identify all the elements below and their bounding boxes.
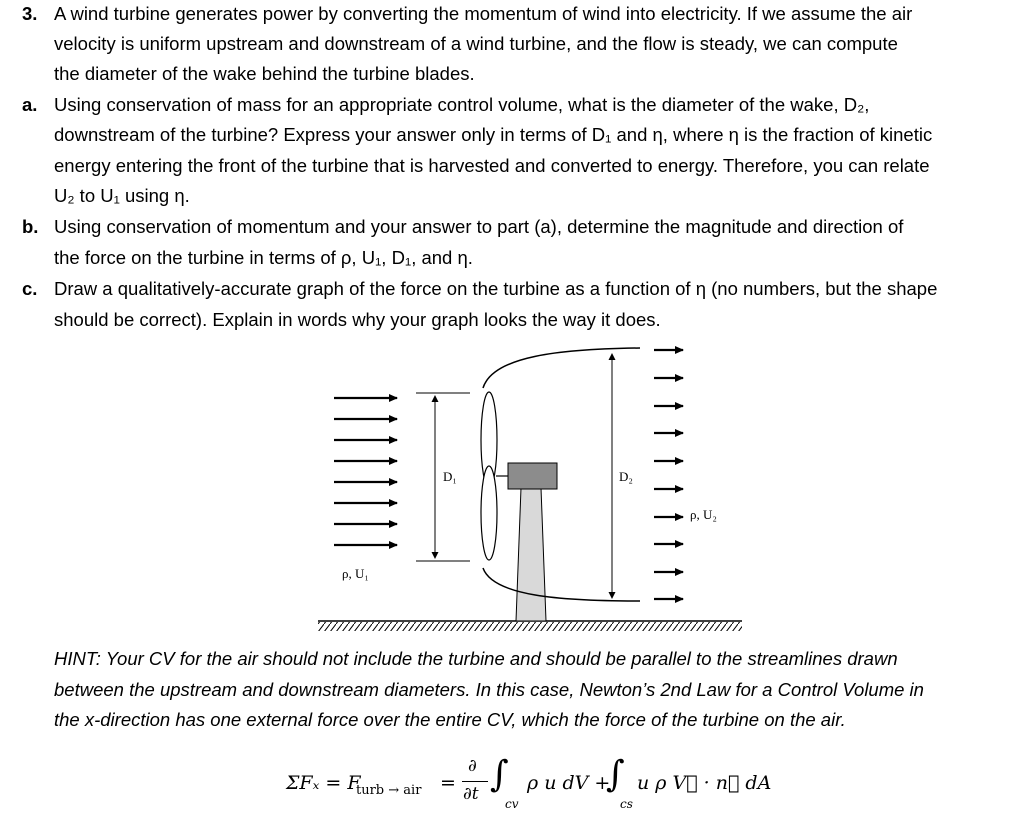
equation-lhs-subscript: turb → air [356,783,422,798]
part-a-line-3: energy entering the front of the turbine that is harvested and converted to energy. Therefore, you can relate [54,155,930,176]
hint-line-2: between the upstream and downstream diameters. In this case, Newton’s 2nd Law for a Control Volume in [54,679,924,700]
upstream-label: ρ, U₁ [342,566,369,581]
part-b-line-2: the force on the turbine in terms of ρ, U₁, D₁, and η. [54,247,473,268]
integrand-cs: u ρ V⃗ · n⃗ dA [637,772,772,794]
turbine-blade-lower [481,466,497,560]
turbine-nacelle [508,463,557,489]
intro-line-3: the diameter of the wake behind the turbine blades. [54,63,475,84]
part-a-line-2: downstream of the turbine? Express your answer only in terms of D₁ and η, where η is the fraction of kinetic [54,124,933,145]
integral-sign-cs: ∫ [606,754,625,795]
lower-streamline [483,568,640,601]
integral-subscript-cv: cv [505,797,519,811]
intro-line-1: A wind turbine generates power by converting the momentum of wind into electricity. If we assume the air [54,3,913,24]
integral-subscript-cs: cs [620,797,633,811]
partial-numerator: ∂ [468,756,477,776]
upstream-velocity-arrows [334,398,397,545]
d2-label: D₂ [619,469,633,484]
ground-hatching [318,621,742,631]
part-c-line-2: should be correct). Explain in words why your graph looks the way it does. [54,309,661,330]
part-b-line-1: Using conservation of momentum and your answer to part (a), determine the magnitude and direction of [54,216,904,237]
upper-streamline [483,348,640,388]
wind-turbine-diagram [0,330,1024,640]
partial-denominator: ∂t [463,784,479,804]
problem-number: 3. [22,3,38,24]
downstream-velocity-arrows [654,350,683,599]
intro-line-2: velocity is uniform upstream and downstream of a wind turbine, and the flow is steady, we can compute [54,33,898,54]
fraction-bar [462,781,488,782]
part-b-label: b. [22,216,39,237]
downstream-label: ρ, U₂ [690,507,717,522]
part-a-line-1: Using conservation of mass for an appropriate control volume, what is the diameter of the wake, D₂, [54,94,870,115]
part-a-line-4: U₂ to U₁ using η. [54,185,190,206]
integral-sign-cv: ∫ [490,754,509,795]
part-a-label: a. [22,94,38,115]
equation-lhs: ΣFₓ = F [286,772,361,794]
part-c-line-1: Draw a qualitatively-accurate graph of the force on the turbine as a function of η (no numbers, but the shape [54,278,938,299]
hint-line-1: HINT: Your CV for the air should not include the turbine and should be parallel to the streamlines drawn [54,648,898,669]
d1-label: D₁ [443,469,457,484]
turbine-tower [516,488,546,621]
equation-equals: = [440,772,456,794]
hint-line-3: the x-direction has one external force over the entire CV, which the force of the turbine on the air. [54,709,846,730]
integrand-cv: ρ u dV + [527,772,611,794]
part-c-label: c. [22,278,38,299]
